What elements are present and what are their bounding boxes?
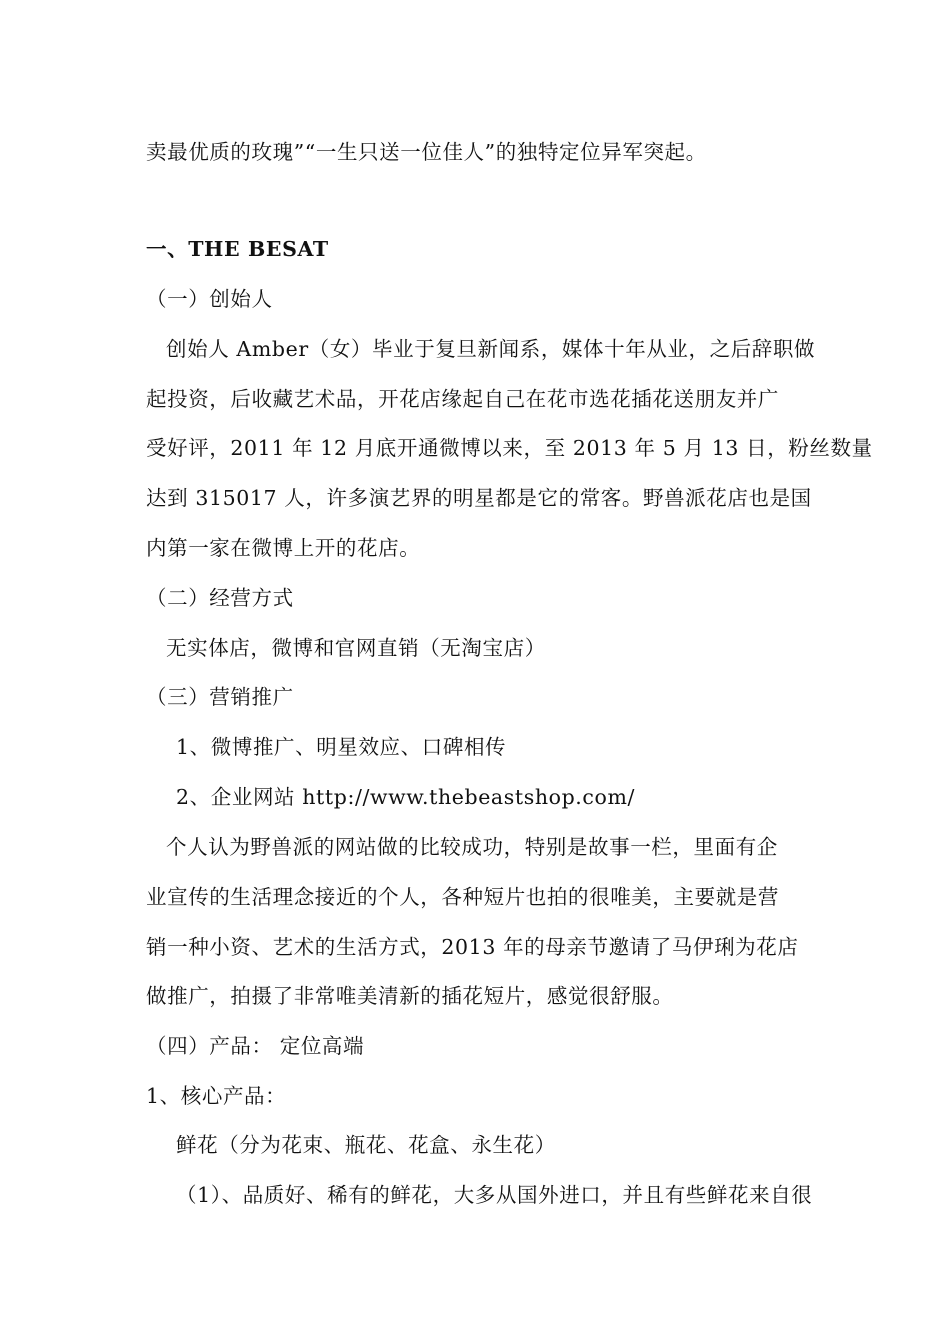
paragraph-founder-line-3: 受好评，2011 年 12 月底开通微博以来，至 2013 年 5 月 13 日，粉丝数量	[146, 436, 873, 460]
subsection-heading-founder: （一）创始人	[146, 287, 273, 311]
subsection-heading-marketing: （三）营销推广	[146, 685, 294, 709]
list-item-marketing-2: 2、企业网站 http://www.thebeastshop.com/	[176, 785, 635, 809]
subsection-heading-business-model: （二）经营方式	[146, 586, 294, 610]
paragraph-founder-line-5: 内第一家在微博上开的花店。	[146, 536, 421, 560]
paragraph-founder-line-4: 达到 315017 人，许多演艺界的明星都是它的常客。野兽派花店也是国	[146, 486, 812, 510]
paragraph-website-line-2: 业宣传的生活理念接近的个人，各种短片也拍的很唯美，主要就是营	[146, 885, 779, 909]
text-line-continuation: 卖最优质的玫瑰”“一生只送一位佳人”的独特定位异军突起。	[146, 140, 707, 164]
paragraph-founder-line-1: 创始人 Amber（女）毕业于复旦新闻系，媒体十年从业，之后辞职做	[166, 337, 816, 361]
paragraph-website-line-3: 销一种小资、艺术的生活方式，2013 年的母亲节邀请了马伊琍为花店	[146, 935, 799, 959]
paragraph-flowers: 鲜花（分为花束、瓶花、花盒、永生花）	[176, 1133, 556, 1157]
list-item-marketing-1: 1、微博推广、明星效应、口碑相传	[176, 735, 507, 759]
paragraph-founder-line-2: 起投资，后收藏艺术品，开花店缘起自己在花市选花插花送朋友并广	[146, 387, 779, 411]
subsection-heading-products: （四）产品： 定位高端	[146, 1034, 365, 1058]
paragraph-website-line-4: 做推广，拍摄了非常唯美清新的插花短片，感觉很舒服。	[146, 984, 674, 1008]
paragraph-flower-quality: （1）、品质好、稀有的鲜花，大多从国外进口，并且有些鲜花来自很	[176, 1183, 813, 1207]
paragraph-website-line-1: 个人认为野兽派的网站做的比较成功，特别是故事一栏，里面有企	[166, 835, 778, 859]
section-heading-the-besat: 一、THE BESAT	[146, 237, 329, 261]
list-heading-core-products: 1、核心产品：	[146, 1084, 287, 1108]
paragraph-business-model: 无实体店，微博和官网直销（无淘宝店）	[166, 636, 546, 660]
